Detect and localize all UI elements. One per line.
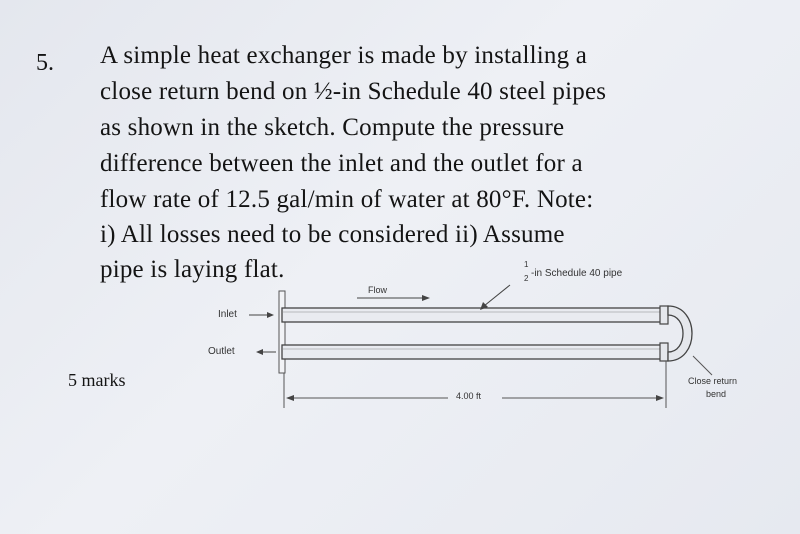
question-line-6: i) All losses need to be considered ii) Assume xyxy=(100,221,565,248)
question-line-4: difference between the inlet and the outlet for a xyxy=(100,150,583,177)
pipe-spec-fraction-den: 2 xyxy=(524,274,529,283)
return-bend xyxy=(668,306,692,361)
question-line-7: pipe is laying flat. xyxy=(100,256,285,283)
inlet-label: Inlet xyxy=(218,309,237,320)
question-number: 5. xyxy=(36,50,54,76)
upper-fitting xyxy=(660,306,668,324)
pipe-spec-fraction-num: 1 xyxy=(524,260,529,269)
pipe-spec-label: -in Schedule 40 pipe xyxy=(531,268,623,279)
length-label: 4.00 ft xyxy=(456,391,482,401)
flow-label: Flow xyxy=(368,285,388,295)
question-line-5: flow rate of 12.5 gal/min of water at 80°F. Note: xyxy=(100,186,594,213)
bend-label-line1: Close return xyxy=(688,376,738,386)
question-line-2: close return bend on ½-in Schedule 40 steel pipes xyxy=(100,78,607,105)
question-line-1: A simple heat exchanger is made by installing a xyxy=(100,42,588,69)
marks-label: 5 marks xyxy=(68,370,126,390)
outlet-label: Outlet xyxy=(208,346,235,357)
bend-label-line2: bend xyxy=(706,389,727,399)
upper-pipe xyxy=(282,308,666,322)
end-flange xyxy=(279,291,285,373)
lower-fitting xyxy=(660,343,668,361)
question-line-3: as shown in the sketch. Compute the pressure xyxy=(100,114,565,141)
lower-pipe xyxy=(282,345,666,359)
